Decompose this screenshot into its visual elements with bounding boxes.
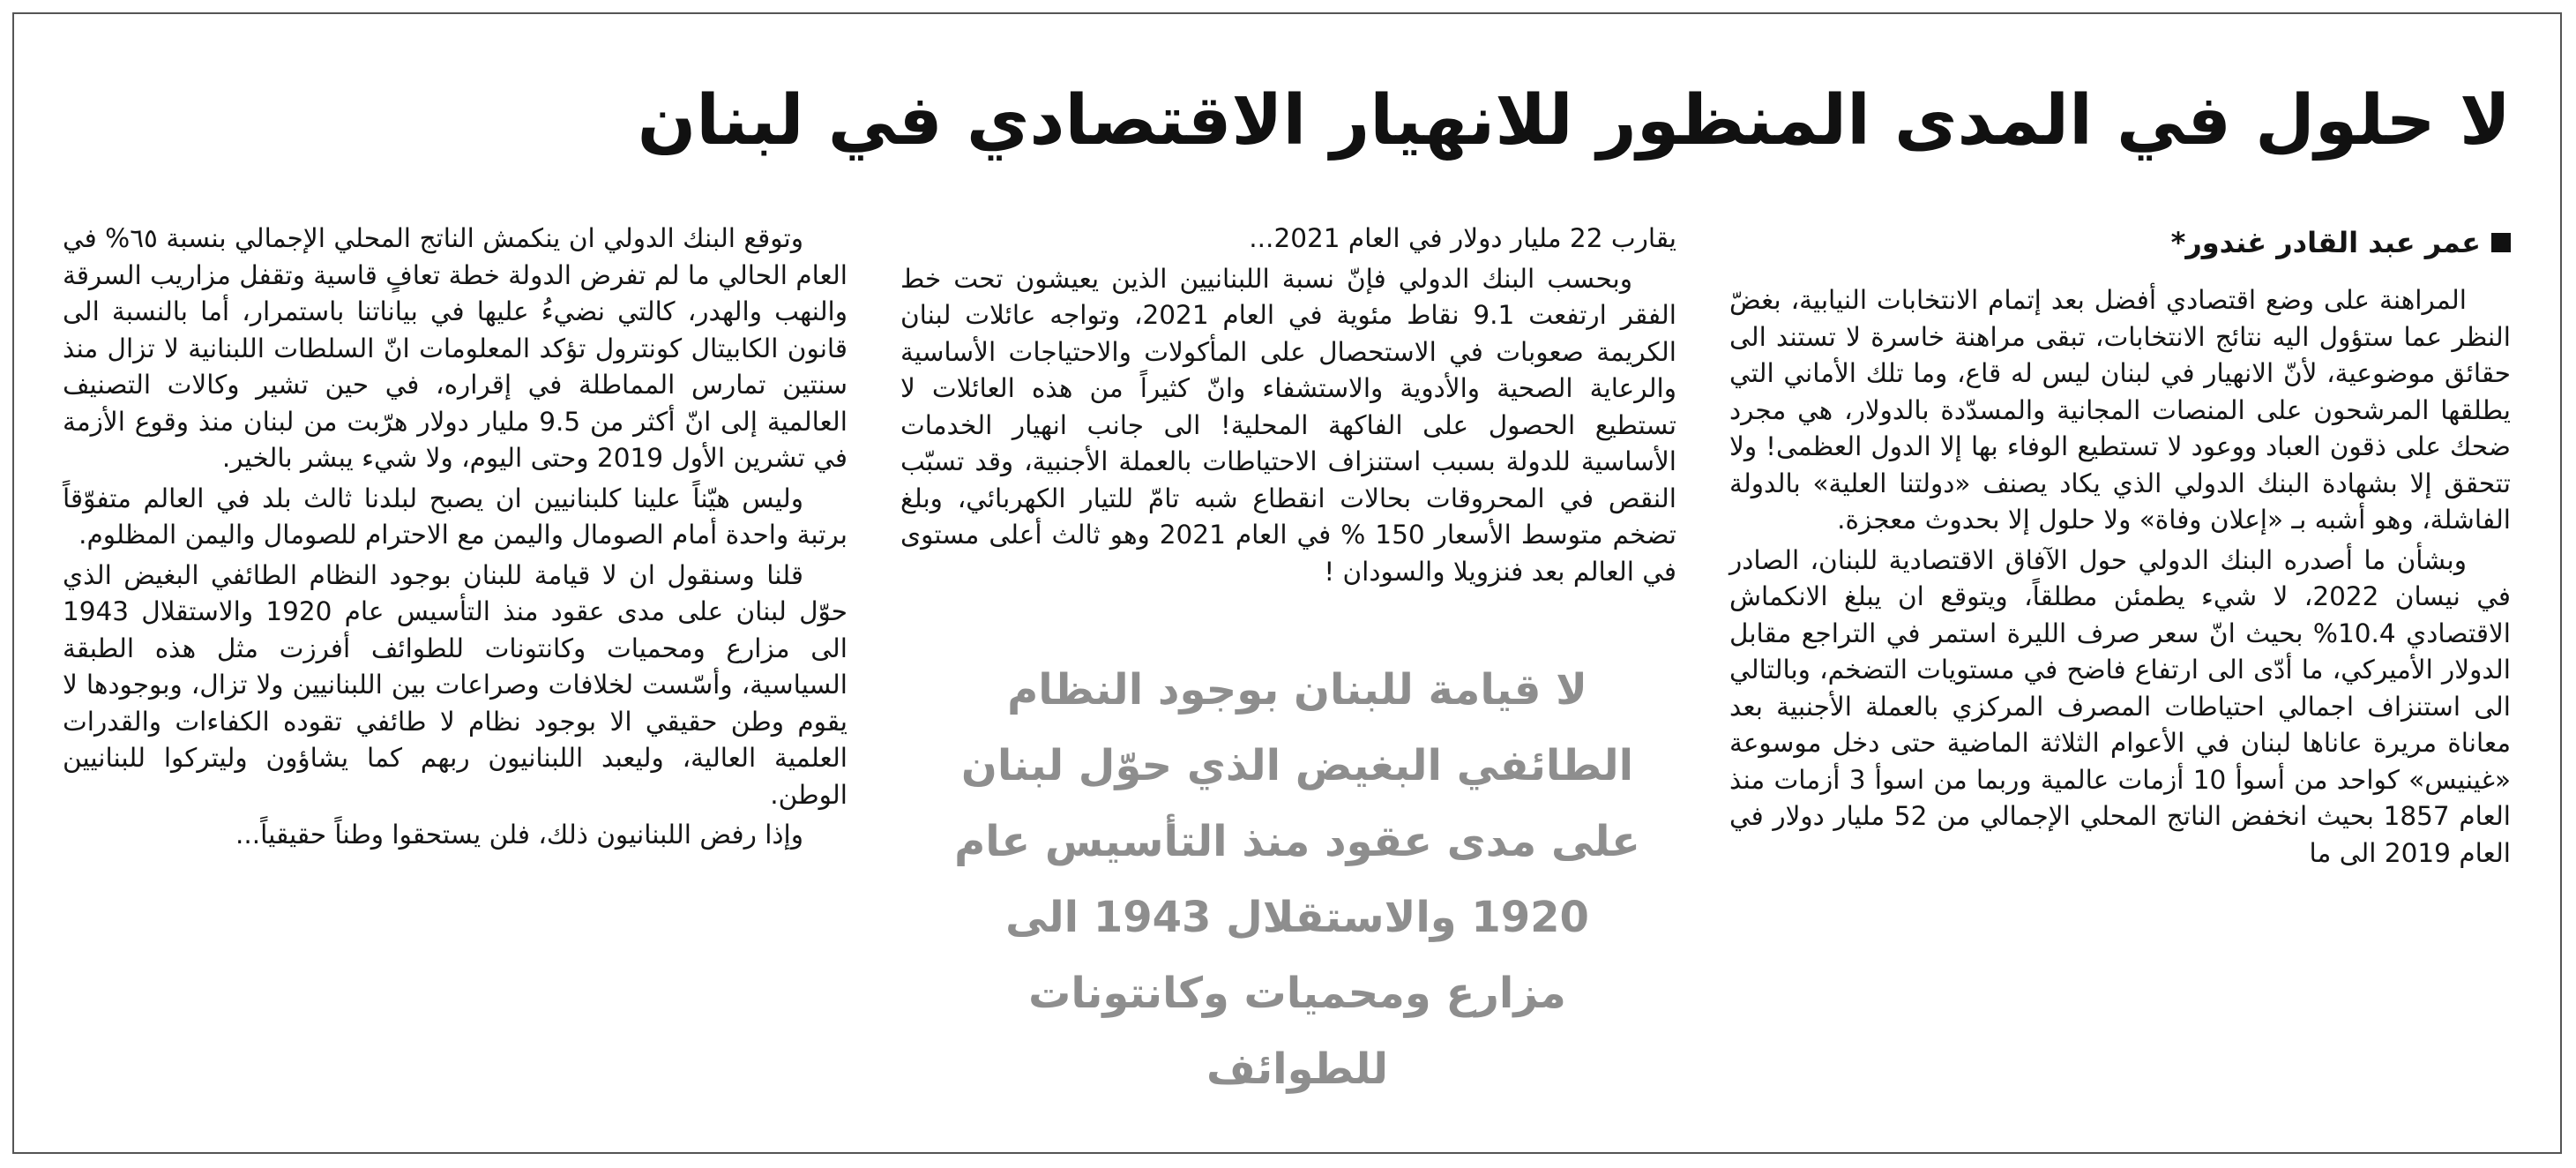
left-column (63, 221, 847, 857)
paragraph: وليس هيّناً علينا كلبنانيين ان يصبح لبلدنا ثالث بلد في العالم متفوّقاً برتبة واحدة أمام الصومال واليمن مع الاحترام للصومال واليمن المظلوم. (63, 483, 847, 550)
paragraph: المراهنة على وضع اقتصادي أفضل بعد إتمام الانتخابات النيابية، بغضّ النظر عما ستؤول اليه نتائج الانتخابات، تبقى مراهنة خاسرة لا تستند الى حقائق موضوعية، لأنّ الانهيار في لبنان ليس له قاع، وما تلك الأماني التي يطلقها المرشحون على المنصات المجانية والمسدّدة بالدولار، هي مجرد ضحك على ذقون العباد ووعود لا تستطيع الوفاء بها إلا الدول العظمى! ولا تتحقق إلا بشهادة البنك الدولي الذي يكاد يصنف «دولتنا العلية» بالدولة الفاشلة، وهو أشبه بـ «إعلان وفاة» ولا حلول إلا بحدوث معجزة. (1729, 285, 2511, 535)
pullquote: لا قيامة للبنان بوجود النظام الطائفي البغيض الذي حوّل لبنان على مدى عقود منذ التأسيس عام 1920 والاستقلال 1943 الى مزارع ومحميات وكانتونات للطوائف (954, 665, 1640, 1094)
right-column (1729, 221, 2511, 875)
paragraph: وبشأن ما أصدره البنك الدولي حول الآفاق الاقتصادية للبنان، الصادر في نيسان 2022، لا شيء يطمئن مطلقاً، ويتوقع ان يبلغ الانكماش الاقتصادي 10.4% بحيث انّ سعر صرف الليرة استمر في التراجع مقابل الدولار الأميركي، ما أدّى الى ارتفاع فاضح في مستويات التضخم، وبالتالي الى استنزاف اجمالي احتياطات المصرف المركزي بالعملة الأجنبية بعد معاناة مريرة عاناها لبنان في الأعوام الثلاثة الماضية حتى دخل موسوعة «غينيس» كواحد من أسوأ 10 أزمات عالمية وربما من اسوأ 3 أزمات منذ العام 1857 بحيث انخفض الناتج المحلي الإجمالي من 52 مليار دولار في العام 2019 الى ما (1729, 544, 2512, 868)
byline (1729, 221, 2511, 265)
paragraph: وإذا رفض اللبنانيون ذلك، فلن يستحقوا وطناً حقيقياً... (235, 820, 803, 850)
paragraph: وبحسب البنك الدولي فإنّ نسبة اللبنانيين الذين يعيشون تحت خط الفقر ارتفعت 9.1 نقاط مئوية في العام 2021، وتواجه عائلات لبنان الكريمة صعوبات في الاستحصال على المأكولات والاحتياجات الأساسية والرعاية الصحية والأدوية والاستشفاء وانّ كثيراً من هذه العائلات لا تستطيع الحصول على الفاكهة المحلية! الى جانب انهيار الخدمات الأساسية للدولة بسبب استنزاف الاحتياطات بالعملة الأجنبية، وقد تسبّب النقص في المحروقات بحالات انقطاع شبه تامّ للتيار الكهربائي، وبلغ تضخم متوسط الأسعار 150 % في العام 2021 وهو ثالث أعلى مستوى في العالم بعد فنزويلا والسودان ! (900, 263, 1676, 587)
article-headline: لا حلول في المدى المنظور للانهيار الاقتصادي في لبنان (637, 81, 2511, 161)
square-bullet-icon (2491, 233, 2511, 252)
author-name: عمر عبد القادر غندور* (2170, 226, 2481, 259)
middle-column (900, 221, 1676, 1107)
paragraph: قلنا وسنقول ان لا قيامة للبنان بوجود النظام الطائفي البغيض الذي حوّل لبنان على مدى عقود منذ التأسيس عام 1920 والاستقلال 1943 الى مزارع ومحميات وكانتونات للطوائف أفرزت مثل هذه الطبقة السياسية، وأسّست لخلافات وصراعات بين اللبنانيين ولا تزال، وبوجودها لا يقوم وطن حقيقي الا بوجود نظام لا طائفي تقوده الكفاءات والقدرات العلمية العالية، وليعبد اللبنانيون ربهم كما يشاؤون وليتركوا للبنانيين الوطن. (63, 559, 847, 810)
paragraph: يقارب 22 مليار دولار في العام 2021... (1249, 223, 1676, 253)
paragraph: وتوقع البنك الدولي ان ينكمش الناتج المحلي الإجمالي بنسبة ٦٥% في العام الحالي ما لم تفرض الدولة خطة تعافٍ قاسية وتقفل مزاريب السرقة والنهب والهدر، كالتي نضيءُ عليها في بياناتنا باستمرار، أما بالنسبة الى قانون الكابيتال كونترول تؤكد المعلومات انّ السلطات اللبنانية لا تزال منذ سنتين تمارس المماطلة في إقراره، في حين تشير وكالات التصنيف العالمية إلى انّ أكثر من 9.5 مليار دولار هرّبت من لبنان منذ وقوع الأزمة في تشرين الأول 2019 وحتى اليوم، ولا شيء يبشر بالخير. (63, 223, 847, 473)
